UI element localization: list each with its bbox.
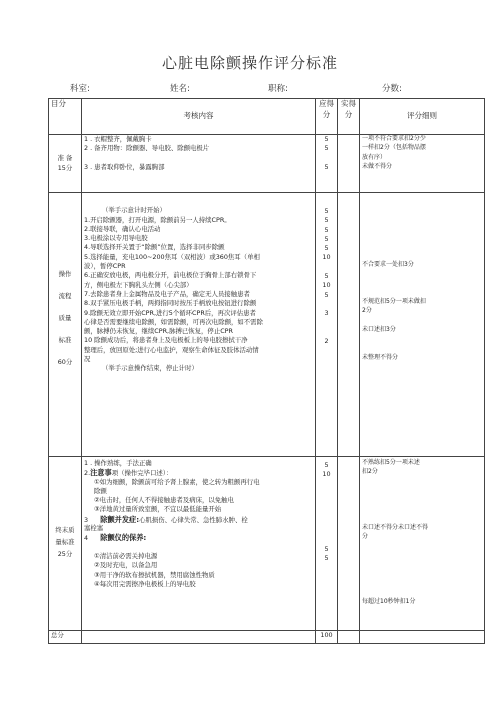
- eval-line: ①清洁前必需关掉电源: [94, 551, 158, 560]
- ops-line: 5.选择能量，充电100~200焦耳（双相波）或360焦耳（单相: [84, 252, 260, 261]
- ops-line: （举手示意计时开始）: [102, 206, 166, 215]
- ops-line: 心律是否需要继续电除颤，如需除颤，可再次电除颤，如不需除: [84, 317, 263, 326]
- ops-line: 3.电极涂以专用导电胶: [84, 234, 148, 243]
- eval-line: 2.注意事项（操作完毕口述）：: [84, 468, 173, 478]
- eval-content: [82, 457, 316, 631]
- ops-row: [49, 193, 485, 457]
- prep-line: 2 . 备齐用物：除颤器、导电胶、除颤电极片: [84, 144, 210, 153]
- header-content: 考核内容: [82, 99, 316, 135]
- score-table: [48, 98, 485, 644]
- ops-content: [82, 193, 316, 457]
- total-actual[interactable]: [338, 631, 360, 644]
- eval-line: 3 除颤并发症:心肌损伤、心律失常、急性肺水肿、栓: [84, 514, 248, 524]
- ops-line: 4.导联选择开关置于“除颤”位置，选择非同步除颤: [84, 243, 225, 252]
- header-row: [49, 99, 485, 135]
- ops-line: 整理后，放回原处;进行心电监护，观察生命体征及肢体活动情: [84, 345, 259, 354]
- page-title: 心脏电除颤操作评分标准: [161, 54, 338, 72]
- eval-scores: 5 10 5 5: [316, 457, 338, 631]
- ops-line: 2.联接导联，确认心电活动: [84, 224, 161, 233]
- total-score: 100: [316, 631, 338, 644]
- header-detail: 评分细则: [360, 99, 485, 135]
- ops-category: 操作 流程 质量 标准 60分: [49, 193, 82, 457]
- ops-line: 颤，脉搏仍未恢复，继续CPR,脉搏已恢复，停止CPR: [84, 327, 233, 336]
- eval-line: 塞栓塞: [84, 524, 104, 533]
- eval-line: ①如为细颤，除颤前可给予肾上腺素，使之转为粗颤再行电: [94, 477, 260, 486]
- ops-actual[interactable]: [338, 193, 360, 457]
- eval-detail: 不熟练扣5分一项未述 扣2分 未口述不得分未口述不得 分 每超过10秒钟扣1分: [360, 457, 485, 631]
- field-department: 科室:: [70, 84, 90, 94]
- prep-scores: 5 5 5: [316, 135, 338, 193]
- ops-line: [84, 197, 313, 206]
- eval-line: 除颤: [94, 486, 107, 495]
- ops-scores: 5 5 5 5 5 10 5 10 5 3 2: [316, 193, 338, 457]
- ops-line: （举手示意操作结束，停止计时）: [102, 364, 198, 373]
- prep-row: [49, 135, 485, 193]
- eval-category: 终末质 量标准 25分: [49, 457, 82, 631]
- prep-line: [84, 154, 313, 163]
- field-name: 姓名:: [170, 84, 190, 94]
- total-row: [49, 631, 485, 644]
- prep-detail: 一项不符合要求扣2分少 一样扣2分（包括物品摆 放有序） 未做不得分: [360, 135, 485, 193]
- ops-line: 7.去除患者身上金属物品及电子产品，确定无人员接触患者: [84, 289, 250, 298]
- prep-category: 准 备 15分: [49, 135, 82, 193]
- ops-line: 波），暂停CPR: [84, 262, 126, 271]
- prep-content: [82, 135, 316, 193]
- eval-line: ④每次用完需擦净电极板上的导电胶: [94, 579, 196, 588]
- ops-line: 方，侧电极左下胸乳头左侧（心尖部）: [84, 280, 193, 289]
- eval-line: ③洋地黄过量所致室颤，不宜以最低能量开始: [94, 505, 222, 514]
- prep-line: 1 . 衣帽整齐，佩戴胸卡: [84, 135, 152, 143]
- field-score: 分数:: [382, 84, 402, 94]
- eval-line: 4 除颤仪的保养:: [84, 533, 147, 543]
- eval-line: 1 . 操作熟练，手法正确: [84, 459, 152, 467]
- ops-line: 8.双手紧压电极手柄，两拇指同时按压手柄放电按钮进行除颤: [84, 299, 257, 308]
- ops-line: 1.开启除颤器，打开电源，除颤前另一人持续CPR。: [84, 215, 231, 224]
- ops-line: 6.正确安放电极，两电极分开，前电极位于胸骨上部右锁骨下: [84, 271, 257, 280]
- header-item: 目分: [49, 99, 82, 135]
- ops-line: 10 除颤成功后，将患者身上及电极板上的导电胶擦拭干净: [84, 336, 248, 345]
- eval-actual[interactable]: [338, 457, 360, 631]
- eval-line: ③用干净的软布擦拭机器，禁用腐蚀性物质: [94, 570, 215, 579]
- prep-actual[interactable]: [338, 135, 360, 193]
- eval-line: ②及时充电，以备急用: [94, 561, 158, 570]
- ops-line: 9.除颤无效立即开始CPR,进行5个循环CPR后，再次评估患者: [84, 308, 256, 317]
- header-due-score: 应得分: [316, 99, 338, 135]
- ops-detail: 不合要求一处扣3分 不规范扣5分一项未做扣 2分 未口述扣3分 未整理不得分: [360, 193, 485, 457]
- eval-line: ②电击时，任何人不得接触患者及病床，以免触电: [94, 496, 234, 505]
- prep-line: 3 . 患者取仰卧位，暴露胸部: [84, 162, 165, 171]
- eval-row: [49, 457, 485, 631]
- header-actual-score: 实得分: [338, 99, 360, 135]
- field-title: 职称:: [268, 84, 288, 94]
- total-label: 总分: [49, 631, 82, 644]
- ops-line: 况: [84, 355, 91, 364]
